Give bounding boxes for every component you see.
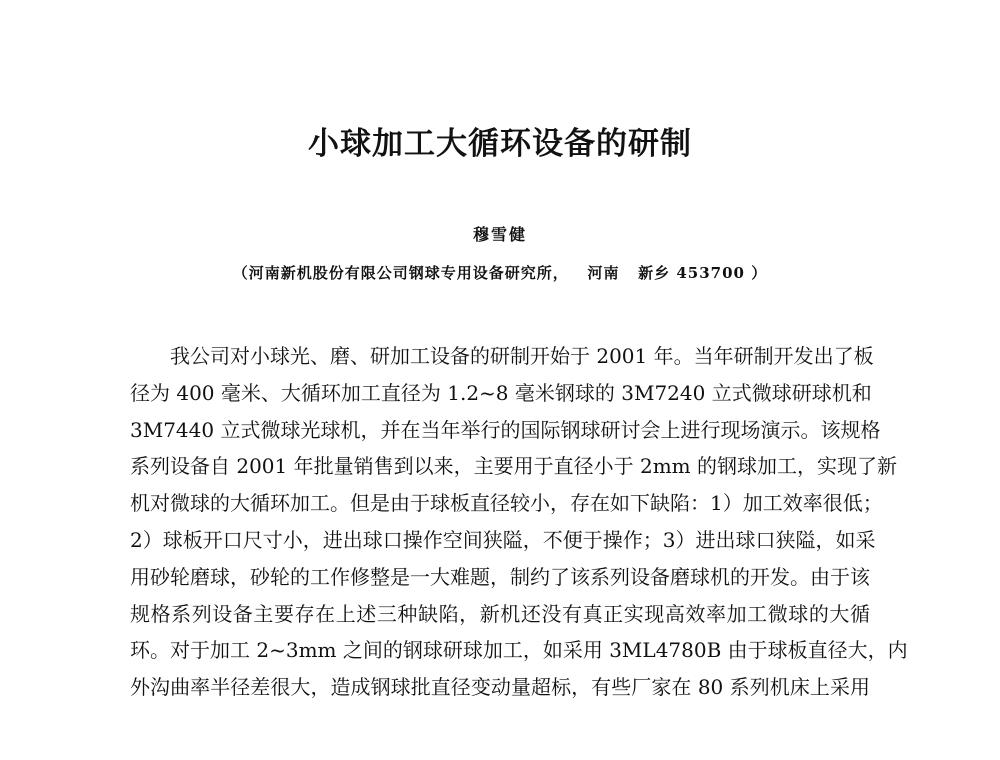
body-line: 径为 400 毫米、大循环加工直径为 1.2~8 毫米钢球的 3M7240 立式微球研球机和 <box>130 380 872 405</box>
body-line: 外沟曲率半径差很大，造成钢球批直径变动量超标，有些厂家在 80 系列机床上采用 <box>130 675 870 700</box>
body-line: 环。对于加工 2~3mm 之间的钢球研球加工，如采用 3ML4780B 由于球板直径大，内 <box>130 638 908 663</box>
body-line: 系列设备自 2001 年批量销售到以来，主要用于直径小于 2mm 的钢球加工，实现了新 <box>130 454 897 479</box>
body-line: 2）球板开口尺寸小，进出球口操作空间狭隘，不便于操作；3）进出球口狭隘，如采 <box>130 527 876 552</box>
body-line: 我公司对小球光、磨、研加工设备的研制开始于 2001 年。当年研制开发出了板 <box>170 344 874 368</box>
author-affiliation: （河南新机股份有限公司钢球专用设备研究所， 河南 新乡 453700 ） <box>232 264 768 282</box>
author-name: 穆雪健 <box>472 225 527 244</box>
body-line: 规格系列设备主要存在上述三种缺陷，新机还没有真正实现高效率加工微球的大循 <box>130 601 870 626</box>
body-line: 3M7440 立式微球光球机，并在当年举行的国际钢球研讨会上进行现场演示。该规格 <box>130 417 881 442</box>
body-line: 用砂轮磨球，砂轮的工作修整是一大难题，制约了该系列设备磨球机的开发。由于该 <box>130 564 870 589</box>
body-paragraph <box>130 338 908 706</box>
body-line: 机对微球的大循环加工。但是由于球板直径较小，存在如下缺陷：1）加工效率很低； <box>130 491 883 516</box>
paper-title: 小球加工大循环设备的研制 <box>308 126 692 162</box>
